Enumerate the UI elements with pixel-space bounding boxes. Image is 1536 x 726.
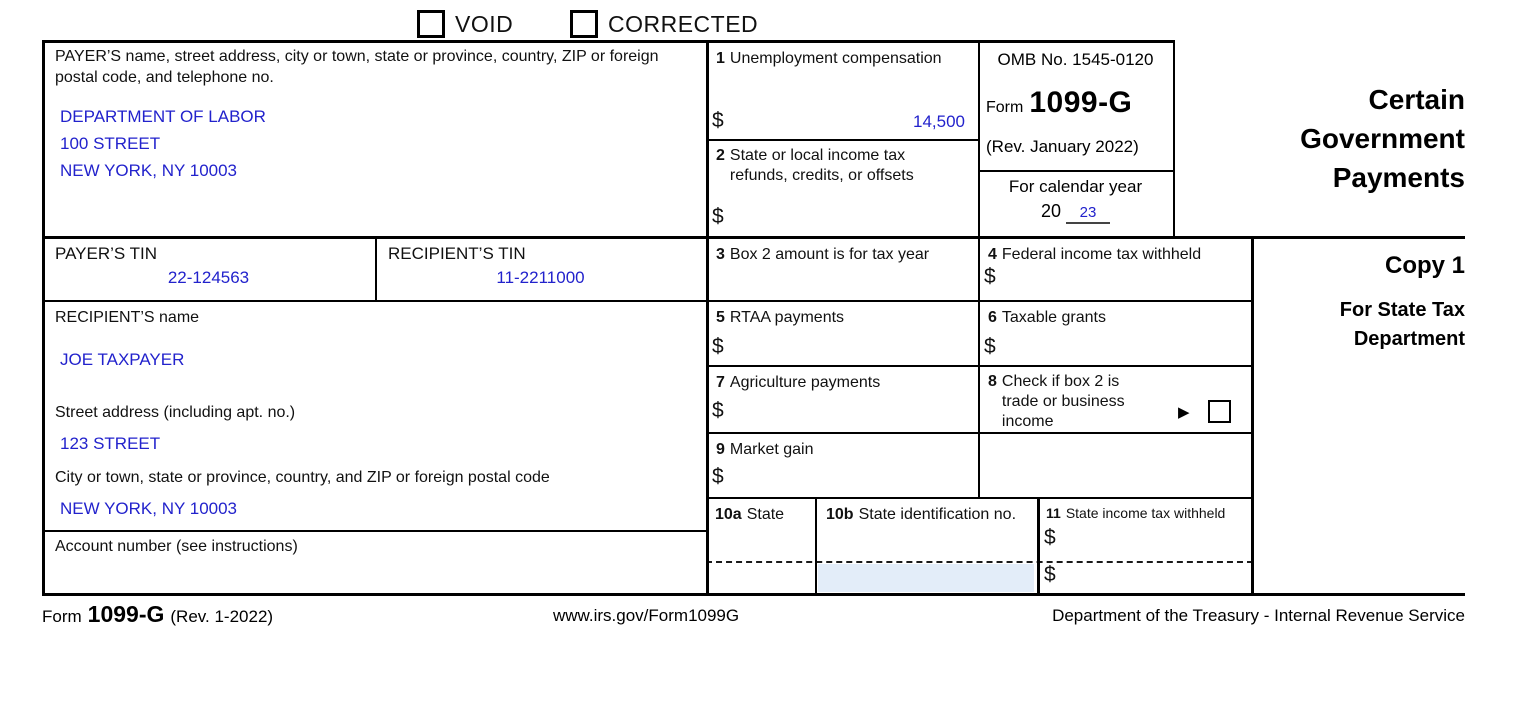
box1-dollar-sign: $: [712, 109, 724, 132]
form-number: 1099-G: [1029, 86, 1133, 119]
box7-number: 7: [716, 374, 725, 391]
box6-label-text: Taxable grants: [1001, 309, 1106, 326]
box2-label-text: State or local income tax refunds, credits, or offsets: [729, 147, 914, 184]
void-checkbox[interactable]: [417, 10, 445, 38]
grid-line: [978, 170, 1174, 172]
box6-number: 6: [988, 309, 997, 326]
box4-number: 4: [988, 246, 997, 263]
footer-form-word: Form: [42, 607, 82, 626]
payer-city-value[interactable]: NEW YORK, NY 10003: [60, 161, 238, 180]
box8-label: [988, 372, 1142, 432]
grid-line: [42, 300, 1253, 302]
box7-label-text: Agriculture payments: [729, 374, 881, 391]
payer-name-value[interactable]: DEPARTMENT OF LABOR: [60, 107, 266, 126]
box4-dollar-sign: $: [984, 265, 996, 288]
box2-label: [716, 146, 930, 186]
grid-line: [1037, 497, 1040, 593]
payer-info-label: PAYER’S name, street address, city or town, state or province, country, ZIP or foreign postal code, and telephone no.: [55, 48, 659, 86]
corrected-checkbox[interactable]: [570, 10, 598, 38]
copy-label: Copy 1: [1384, 252, 1465, 279]
grid-line: [706, 40, 709, 593]
box3-label-text: Box 2 amount is for tax year: [729, 246, 930, 263]
box10b-label-text: State identification no.: [858, 506, 1017, 523]
box6-dollar-sign: $: [984, 335, 996, 358]
box8-arrow-icon: ▶: [1178, 404, 1190, 421]
box9-label: [716, 440, 814, 460]
box8-checkbox[interactable]: [1208, 400, 1231, 423]
box5-label-text: RTAA payments: [729, 309, 845, 326]
box3-label: [716, 245, 929, 265]
box11-number: 11: [1046, 505, 1061, 521]
box7-dollar-sign: $: [712, 399, 724, 422]
box1-amount-value[interactable]: 14,500: [913, 112, 965, 131]
state-identification-input[interactable]: [818, 564, 1034, 592]
box1-label: [716, 49, 942, 69]
box10b-label: [826, 505, 1016, 525]
box10b-number: 10b: [826, 506, 854, 523]
grid-line: [706, 497, 1253, 499]
corrected-label: CORRECTED: [608, 11, 759, 37]
recipient-city-label: City or town, state or province, country, and ZIP or foreign postal code: [55, 469, 550, 486]
calendar-year-prefix: 20: [1040, 201, 1062, 221]
box2-dollar-sign: $: [712, 205, 724, 228]
box5-dollar-sign: $: [712, 335, 724, 358]
footer-url: www.irs.gov/Form1099G: [553, 606, 740, 625]
box7-label: [716, 373, 880, 393]
payer-tin-value[interactable]: 22-124563: [167, 268, 250, 287]
box2-number: 2: [716, 147, 725, 164]
payer-street-value[interactable]: 100 STREET: [60, 134, 161, 153]
box6-label: [988, 308, 1106, 328]
box9-label-text: Market gain: [729, 441, 814, 458]
void-label: VOID: [455, 11, 514, 37]
footer-form-number: 1099-G: [87, 601, 165, 627]
box5-label: [716, 308, 844, 328]
box10a-label: [715, 505, 784, 525]
box8-number: 8: [988, 373, 997, 390]
box1-number: 1: [716, 50, 725, 67]
box8-label-text: Check if box 2 is trade or business income: [1001, 373, 1125, 430]
form-word: Form: [986, 99, 1024, 116]
recipient-tin-label: RECIPIENT’S TIN: [388, 244, 526, 263]
form-revision: (Rev. January 2022): [986, 137, 1139, 156]
recipient-name-label: RECIPIENT’S name: [55, 309, 200, 326]
box3-number: 3: [716, 246, 725, 263]
omb-number: OMB No. 1545-0120: [997, 50, 1154, 69]
form-title: Certain Government Payments: [1300, 84, 1465, 193]
grid-line: [1173, 40, 1175, 237]
payer-tin-label: PAYER’S TIN: [55, 244, 158, 263]
recipient-street-value[interactable]: 123 STREET: [60, 434, 161, 453]
calendar-year-value[interactable]: 23: [1066, 204, 1110, 224]
box10a-number: 10a: [715, 506, 742, 523]
footer-form-revision: (Rev. 1-2022): [170, 607, 274, 626]
grid-line: [42, 40, 45, 596]
grid-line: [706, 139, 978, 141]
box10a-label-text: State: [746, 506, 785, 523]
grid-line: [42, 40, 1175, 43]
box4-label-text: Federal income tax withheld: [1001, 246, 1202, 263]
grid-line-dashed: [706, 561, 1253, 563]
grid-line: [978, 40, 980, 497]
recipient-city-value[interactable]: NEW YORK, NY 10003: [60, 499, 238, 518]
box11-label-text: State income tax withheld: [1065, 505, 1226, 521]
recipient-name-value[interactable]: JOE TAXPAYER: [60, 350, 185, 369]
footer-form-block: [42, 601, 273, 628]
form-number-block: [986, 86, 1132, 120]
account-number-label: Account number (see instructions): [55, 538, 298, 555]
copy-for-label: For State Tax Department: [1339, 299, 1465, 350]
calendar-year-block: [980, 201, 1171, 224]
grid-line: [1251, 237, 1254, 593]
box9-dollar-sign: $: [712, 465, 724, 488]
box1-label-text: Unemployment compensation: [729, 50, 942, 67]
grid-line: [815, 497, 817, 593]
box11-label: [1046, 505, 1225, 523]
calendar-year-label: For calendar year: [1008, 177, 1143, 196]
box11-dollar-sign-top: $: [1044, 526, 1056, 549]
box5-number: 5: [716, 309, 725, 326]
footer-agency: Department of the Treasury - Internal Revenue Service: [1052, 606, 1465, 625]
recipient-street-label: Street address (including apt. no.): [55, 404, 296, 421]
grid-line: [42, 530, 708, 532]
grid-line: [42, 593, 1465, 596]
box11-dollar-sign-bottom: $: [1044, 563, 1056, 586]
box4-label: [988, 245, 1201, 265]
box9-number: 9: [716, 441, 725, 458]
recipient-tin-value[interactable]: 11-2211000: [496, 268, 585, 287]
